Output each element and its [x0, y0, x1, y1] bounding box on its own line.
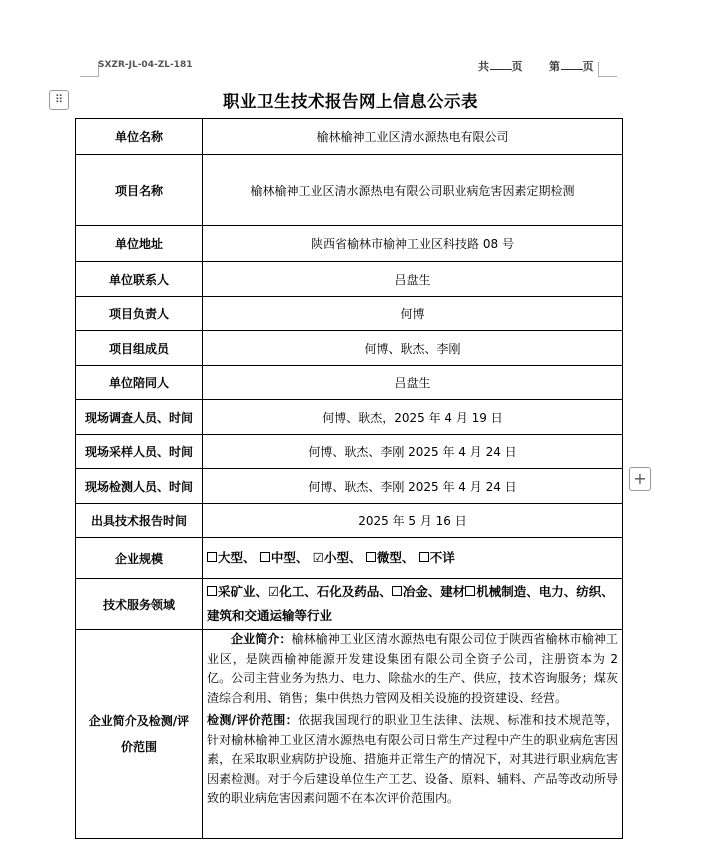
row-value: 榆林榆神工业区清水源热电有限公司职业病危害因素定期检测 [203, 155, 623, 226]
row-label: 现场检测人员、时间 [76, 469, 203, 504]
row-label: 企业规模 [76, 538, 203, 579]
table-row [76, 469, 623, 504]
row-label: 单位名称 [76, 119, 203, 155]
row-value: 陕西省榆林市榆神工业区科技路 08 号 [203, 226, 623, 262]
crop-mark-right [598, 62, 617, 77]
checkbox-unchecked-icon[interactable] [366, 552, 376, 562]
row-value: 2025 年 5 月 16 日 [203, 504, 623, 538]
page-title: 职业卫生技术报告网上信息公示表 [223, 92, 478, 111]
table-row [76, 119, 623, 155]
table-row [76, 400, 623, 435]
checkbox-checked-icon[interactable]: ☑ [268, 584, 280, 599]
document-code: SXZR-JL-04-ZL-181 [98, 60, 193, 70]
checkbox-unchecked-icon[interactable] [207, 552, 217, 562]
table-row [76, 226, 623, 262]
row-label: 出具技术报告时间 [76, 504, 203, 538]
scope-text: 依据我国现行的职业卫生法律、法规、标准和技术规范等，针对榆林榆神工业区清水源热电有限公司日常生产过程中产生的职业病危害因素，在采取职业病防护设施、措施并正常生产的情况下，对其进行职业病危害因素检测。对于今后建设单位生产工艺、设备、原料、辅料、产品等改动所导致的职业病危害因素问题不在本次评价范围内。 [207, 713, 618, 805]
row-label: 技术服务领域 [76, 579, 203, 630]
crop-mark-left [80, 62, 99, 77]
row-value: 榆林榆神工业区清水源热电有限公司 [203, 119, 623, 155]
checkbox-unchecked-icon[interactable] [207, 586, 217, 596]
checkbox-unchecked-icon[interactable] [419, 552, 429, 562]
row-value: 何博、耿杰，2025 年 4 月 19 日 [203, 400, 623, 435]
row-label: 现场采样人员、时间 [76, 435, 203, 469]
service-field-row [76, 579, 623, 630]
row-label: 项目负责人 [76, 297, 203, 331]
add-column-plus-icon[interactable]: + [629, 467, 651, 491]
company-intro-text: 榆林榆神工业区清水源热电有限公司位于陕西省榆林市榆神工业区，是陕西榆神能源开发建设集团有限公司全资子公司，注册资本为 2 亿。公司主营业务为热力、电力、除盐水的生产、供应，技术咨询服务；煤灰渣综合利用、销售；集中供热力管网及相关设施的投资建设、经营。 [207, 632, 618, 705]
row-label: 项目名称 [76, 155, 203, 226]
checkbox-unchecked-icon[interactable] [465, 586, 475, 596]
row-value: 何博、耿杰、李刚 2025 年 4 月 24 日 [203, 469, 623, 504]
row-label: 单位联系人 [76, 262, 203, 297]
company-intro-heading: 企业简介： [231, 632, 292, 646]
info-table [75, 118, 623, 839]
row-value: 何博、耿杰、李刚 2025 年 4 月 24 日 [203, 435, 623, 469]
scope-heading: 检测/评价范围： [207, 713, 298, 727]
row-label: 单位地址 [76, 226, 203, 262]
row-value: 吕盘生 [203, 262, 623, 297]
table-move-handle-icon[interactable]: ⠿ [49, 90, 69, 110]
table-row [76, 297, 623, 331]
enterprise-scale-options: 大型、 中型、 ☑小型、 微型、 不详 [203, 538, 623, 579]
table-row [76, 435, 623, 469]
table-row [76, 155, 623, 226]
page-number-info: 共 页 第 页 [478, 60, 594, 73]
table-row [76, 504, 623, 538]
checkbox-unchecked-icon[interactable] [392, 586, 402, 596]
company-intro-cell [203, 630, 623, 839]
checkbox-checked-icon[interactable]: ☑ [312, 550, 324, 565]
row-label: 项目组成员 [76, 331, 203, 366]
checkbox-unchecked-icon[interactable] [260, 552, 270, 562]
row-value: 吕盘生 [203, 366, 623, 400]
service-field-options: 采矿业、☑化工、石化及药品、 冶金、建材 机械制造、电力、纺织、建筑和交通运输等行业 [203, 579, 623, 630]
table-row [76, 262, 623, 297]
enterprise-scale-row [76, 538, 623, 579]
table-row [76, 366, 623, 400]
row-value: 何博 [203, 297, 623, 331]
table-row [76, 331, 623, 366]
row-value: 何博、耿杰、李刚 [203, 331, 623, 366]
row-label: 单位陪同人 [76, 366, 203, 400]
row-label: 现场调查人员、时间 [76, 400, 203, 435]
row-label: 企业简介及检测/评价范围 [76, 630, 203, 839]
intro-row [76, 630, 623, 839]
